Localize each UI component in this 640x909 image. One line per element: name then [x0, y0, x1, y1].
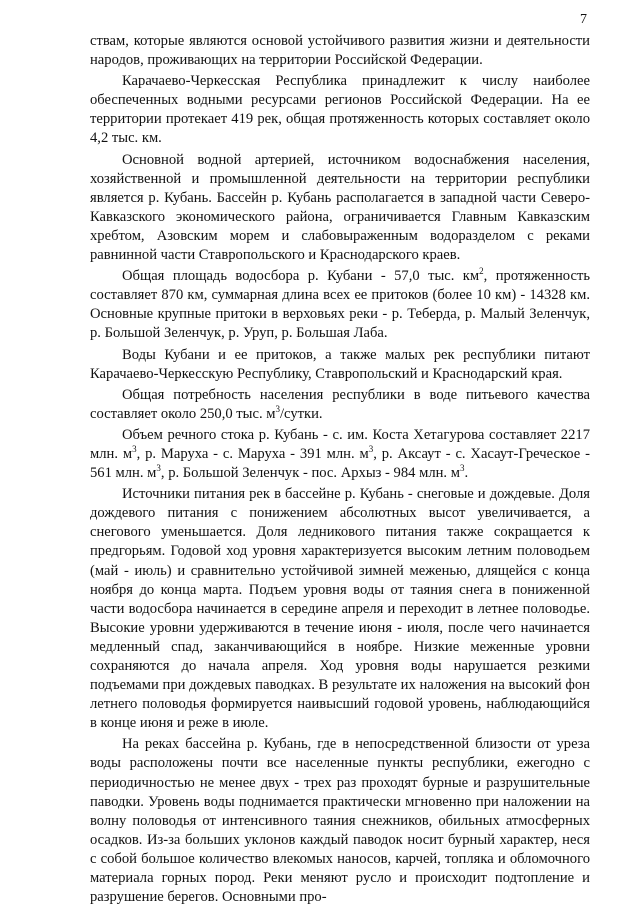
- text-run: Общая площадь водосбора р. Кубани - 57,0 тыс. км: [122, 268, 480, 285]
- paragraph-water-resources: Карачаево-Черкесская Республика принадлежит к числу наиболее обеспеченных водными ресурсами регионов Российской Федерации. На ее территории протекает 419 рек, общая протяженность которых составляет около 4,2 тыс. км.: [90, 73, 590, 147]
- text-run: , протяженность составляет 870 км, суммарная длина всех ее притоков (более 10 км) - 14328 км. Основные крупные притоки в верховьях реки - р. Теберда, р. Малый Зеленчук, р. Большой Зеленчук, р. Уруп, р. Большая Лаба.: [90, 268, 590, 342]
- paragraph-floods: На реках бассейна р. Кубань, где в непосредственной близости от уреза воды расположены почти все населенные пункты республики, ежегодно с периодичностью не менее двух - трех раз проходят бурные и разрушительные паводки. Уровень воды поднимается практически мгновенно при наложении на волну половодья от интенсивного таяния снежников, обильных атмосферных осадков. Из-за больших уклонов каждый паводок носит бурный характер, неся с собой большое количество влекомых наносов, карчей, топляка и обломочного материала горных пород. Реки меняют русло и происходит подтопление и разрушение берегов. Основными про-: [90, 736, 590, 906]
- text-run: , р. Маруха - с. Маруха - 391 млн. м: [136, 445, 369, 462]
- superscript: 3: [368, 444, 374, 455]
- body-text: [90, 32, 590, 909]
- text-run: .: [464, 465, 469, 482]
- paragraph-river-feeding: Источники питания рек в бассейне р. Кубань - снеговые и дождевые. Доля дождевого питания с понижением абсолютных высот увеличивается, а снегового уменьшается. Доля ледникового питания также сокращается к предгорьям. Годовой ход уровня характеризуется высоким летним половодьем (май - июль) и сравнительно устойчивой зимней меженью, длящейся с конца ноября до конца марта. Подъем уровня воды от таяния снега в пониженной части водосбора начинается в середине апреля и переходит в летнее половодье. Высокие уровни удерживаются в течение июня - июля, после чего начинается медленный спад, заканчивающийся в ноябре. Низкие меженные уровни сохраняются до начала апреля. Ход уровня воды нарушается резкими подъемами при дождевых паводках. В результате их наложения на высокий фон летнего половодья формируется наивысший годовой уровень, наблюдающийся в конце июня и реже в июле.: [90, 486, 590, 732]
- paragraph-drinking-demand: [90, 386, 590, 424]
- page-number: 7: [580, 12, 587, 27]
- text-run: , р. Аксаут - с. Хасаут-Греческое - 561 млн. м: [90, 445, 590, 482]
- paragraph-continuation: ствам, которые являются основой устойчивого развития жизни и деятельности народов, проживающих на территории Российской Федерации.: [90, 33, 590, 69]
- paragraph-kuban-basin: Основной водной артерией, источником водоснабжения населения, хозяйственной и промышленной деятельности на территории республики является р. Кубань. Бассейн р. Кубань располагается в западной части Северо-Кавказского экономического района, ограничивается Главным Кавказским хребтом, Азовским морем и слабовыраженным водоразделом с реками равнинной части Ставропольского и Краснодарского краев.: [90, 151, 590, 264]
- text-run: , р. Большой Зеленчук - пос. Архыз - 984 млн. м: [160, 465, 460, 482]
- superscript: 3: [275, 403, 280, 414]
- superscript: 3: [132, 444, 137, 455]
- paragraph-runoff-volume: [90, 426, 590, 483]
- text-run: Объем речного стока р. Кубань - с. им. Коста Хетагурова составляет 2217 млн. м: [90, 426, 590, 462]
- superscript: 3: [156, 463, 161, 474]
- superscript: 2: [479, 266, 484, 277]
- paragraph-catchment-area: [90, 267, 590, 343]
- superscript: 3: [459, 463, 465, 474]
- paragraph-water-supply: Воды Кубани и ее притоков, а также малых рек республики питают Карачаево-Черкесскую Республику, Ставропольский и Краснодарский края.: [90, 346, 590, 382]
- text-run: Общая потребность населения республики в воде питьевого качества составляет около 250,0 тыс. м: [90, 386, 590, 422]
- text-run: /сутки.: [280, 405, 323, 422]
